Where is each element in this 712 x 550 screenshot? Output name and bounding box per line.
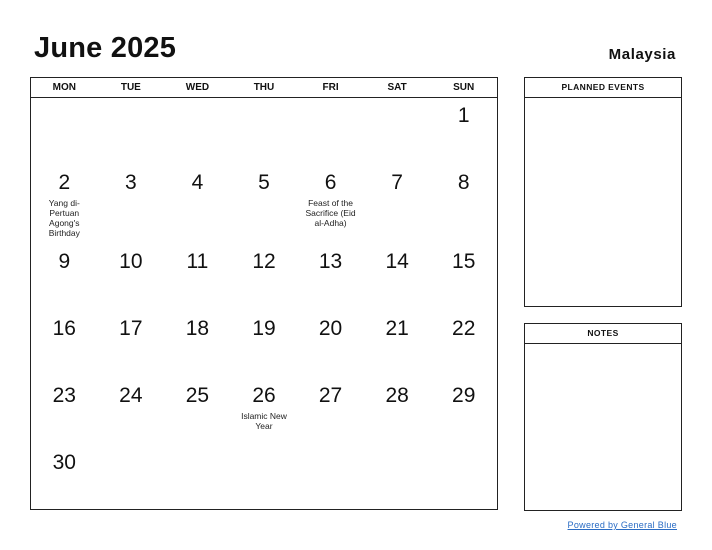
day-cell xyxy=(297,165,364,244)
day-number: 8 xyxy=(457,171,470,194)
day-number: 17 xyxy=(119,317,143,340)
day-cell xyxy=(430,165,497,244)
day-number xyxy=(164,445,231,451)
day-number: 16 xyxy=(52,317,76,340)
day-number: 11 xyxy=(186,250,209,273)
planned-events-panel xyxy=(524,77,682,307)
day-cell xyxy=(231,311,298,378)
day-cells xyxy=(31,98,497,512)
day-cell xyxy=(164,165,231,244)
day-cell xyxy=(98,445,165,512)
day-number xyxy=(430,445,497,451)
day-cell xyxy=(164,98,231,165)
day-cell xyxy=(430,378,497,445)
day-number: 13 xyxy=(318,250,343,273)
day-cell xyxy=(364,244,431,311)
day-number xyxy=(297,98,364,104)
powered-by-link[interactable]: Powered by General Blue xyxy=(567,520,677,530)
holiday-label: Yang di-Pertuan Agong's Birthday xyxy=(48,198,80,238)
day-number xyxy=(364,445,431,451)
day-number: 30 xyxy=(52,451,76,474)
day-number: 24 xyxy=(119,384,143,407)
day-cell xyxy=(430,98,497,165)
day-cell xyxy=(231,445,298,512)
day-number: 5 xyxy=(258,171,270,194)
day-number: 1 xyxy=(457,104,470,127)
day-cell xyxy=(297,378,364,445)
day-number: 12 xyxy=(252,250,276,273)
day-cell xyxy=(430,311,497,378)
calendar-grid xyxy=(30,77,498,510)
day-number: 15 xyxy=(452,250,476,273)
day-number xyxy=(31,98,98,104)
country-label: Malaysia xyxy=(608,46,676,63)
day-cell xyxy=(98,244,165,311)
notes-heading: NOTES xyxy=(525,324,681,344)
day-cell xyxy=(164,244,231,311)
weekday-wed: WED xyxy=(185,82,210,93)
day-number xyxy=(98,98,165,104)
day-cell xyxy=(297,98,364,165)
weekday-thu: THU xyxy=(253,82,275,93)
day-number: 19 xyxy=(252,317,276,340)
day-cell xyxy=(31,445,98,512)
day-cell xyxy=(364,98,431,165)
day-number: 20 xyxy=(318,317,343,340)
day-cell xyxy=(98,98,165,165)
page-title: June 2025 xyxy=(34,32,177,64)
weekday-sat: SAT xyxy=(387,82,407,93)
day-cell xyxy=(364,445,431,512)
day-cell xyxy=(31,378,98,445)
day-number xyxy=(231,445,298,451)
day-cell xyxy=(297,244,364,311)
day-cell xyxy=(164,378,231,445)
day-number: 9 xyxy=(58,250,71,273)
day-cell xyxy=(98,378,165,445)
day-number xyxy=(297,445,364,451)
weekday-tue: TUE xyxy=(120,82,141,93)
day-cell xyxy=(364,311,431,378)
day-cell xyxy=(98,311,165,378)
day-cell xyxy=(231,98,298,165)
weekday-fri: FRI xyxy=(322,82,339,93)
day-number: 21 xyxy=(385,317,409,340)
day-number: 26 xyxy=(252,384,276,407)
planned-events-heading: PLANNED EVENTS xyxy=(525,78,681,98)
day-number xyxy=(231,98,298,104)
weekday-mon: MON xyxy=(52,82,76,93)
day-number: 23 xyxy=(52,384,76,407)
day-cell xyxy=(430,445,497,512)
day-number: 14 xyxy=(385,250,409,273)
day-number: 10 xyxy=(119,250,143,273)
day-number xyxy=(98,445,165,451)
weekday-header xyxy=(31,78,497,98)
notes-panel xyxy=(524,323,682,511)
day-number: 3 xyxy=(125,171,137,194)
day-cell xyxy=(164,311,231,378)
day-cell xyxy=(31,244,98,311)
day-cell xyxy=(364,378,431,445)
day-cell xyxy=(164,445,231,512)
day-cell xyxy=(31,165,98,244)
day-cell xyxy=(31,98,98,165)
day-cell xyxy=(231,244,298,311)
day-number xyxy=(164,98,231,104)
holiday-label: Islamic New Year xyxy=(241,411,287,431)
day-number: 6 xyxy=(324,171,337,194)
day-number: 27 xyxy=(318,384,343,407)
day-cell xyxy=(430,244,497,311)
day-cell xyxy=(231,378,298,445)
day-number: 7 xyxy=(391,171,403,194)
day-cell xyxy=(98,165,165,244)
weekday-sun: SUN xyxy=(453,82,475,93)
day-number: 4 xyxy=(191,171,204,194)
holiday-label: Feast of the Sacrifice (Eid al-Adha) xyxy=(305,198,356,228)
day-cell xyxy=(31,311,98,378)
day-cell xyxy=(231,165,298,244)
day-number: 25 xyxy=(185,384,210,407)
day-cell xyxy=(297,445,364,512)
day-number: 28 xyxy=(385,384,409,407)
day-number xyxy=(364,98,431,104)
day-number: 2 xyxy=(58,171,71,194)
day-number: 22 xyxy=(452,317,476,340)
day-cell xyxy=(364,165,431,244)
day-number: 18 xyxy=(185,317,210,340)
day-number: 29 xyxy=(452,384,476,407)
day-cell xyxy=(297,311,364,378)
